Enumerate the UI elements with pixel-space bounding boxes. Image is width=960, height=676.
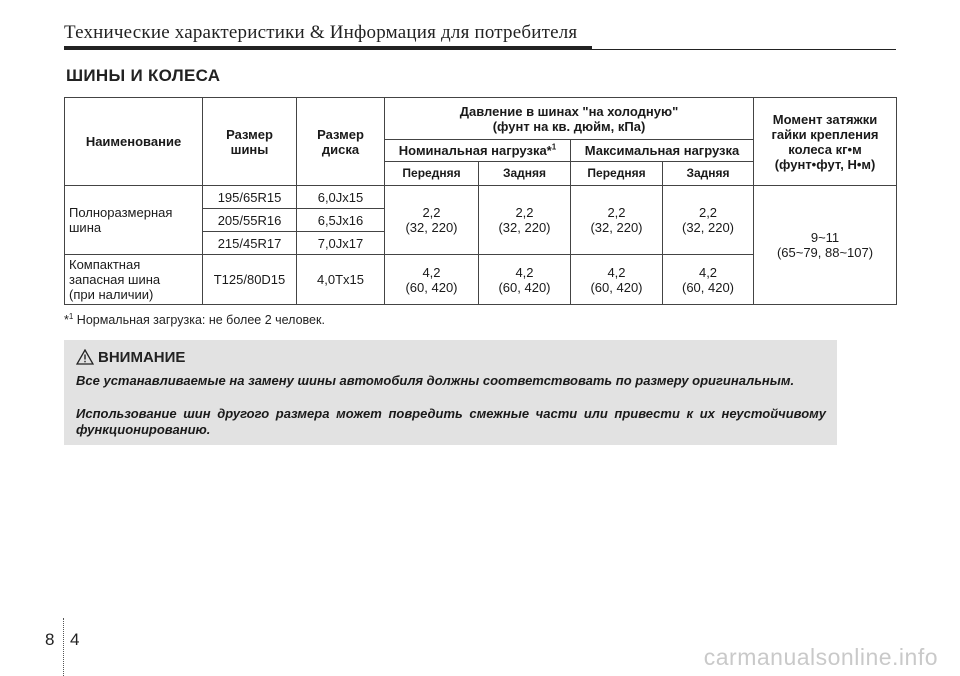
rim-size-cell: 7,0Jx17 (297, 232, 385, 255)
pressure-cell: 4,2 (60, 420) (571, 255, 663, 305)
header-rear-normal: Задняя (479, 162, 571, 186)
header-max-load: Максимальная нагрузка (571, 140, 754, 162)
pressure-cell: 4,2 (60, 420) (385, 255, 479, 305)
header-pressure: Давление в шинах "на холодную" (фунт на кв. дюйм, кПа) (385, 98, 754, 140)
page-number-left: 8 (45, 630, 55, 649)
header-rule-thin (592, 49, 896, 50)
rim-size-cell: 4,0Tx15 (297, 255, 385, 305)
page-number-divider (63, 618, 64, 676)
header-tire-size: Размер шины (203, 98, 297, 186)
warning-box (64, 340, 837, 445)
header-rear-max: Задняя (663, 162, 754, 186)
tire-size-cell: T125/80D15 (203, 255, 297, 305)
header-front-max: Передняя (571, 162, 663, 186)
tire-size-cell: 215/45R17 (203, 232, 297, 255)
pressure-cell: 4,2 (60, 420) (663, 255, 754, 305)
page-number-right: 4 (70, 630, 80, 649)
pressure-cell: 2,2 (32, 220) (385, 186, 479, 255)
tire-size-cell: 205/55R16 (203, 209, 297, 232)
pressure-cell: 2,2 (32, 220) (479, 186, 571, 255)
footnote: *$^1$ Нормальная загрузка: не более 2 человек. (64, 311, 325, 327)
torque-cell: 9~11 (65~79, 88~107) (754, 186, 897, 305)
header-rule-thick (64, 46, 592, 50)
compact-tire-name: Компактная запасная шина (при наличии) (65, 255, 203, 305)
pressure-cell: 2,2 (32, 220) (663, 186, 754, 255)
header-name: Наименование (65, 98, 203, 186)
watermark: carmanualsonline.info (703, 644, 938, 670)
warning-paragraph: Все устанавливаемые на замену шины автомобиля должны соответствовать по размеру оригинальным. (76, 373, 795, 388)
header-normal-load: Номинальная нагрузка*$^1$ (385, 140, 571, 162)
warning-title: ВНИМАНИЕ (76, 349, 185, 366)
warning-paragraph: Использование шин другого размера может повредить смежные части или привести к их неустойчивому функционированию. (76, 406, 826, 437)
pressure-cell: 2,2 (32, 220) (571, 186, 663, 255)
tire-size-cell: 195/65R15 (203, 186, 297, 209)
section-title: ШИНЫ И КОЛЕСА (66, 66, 221, 85)
rim-size-cell: 6,5Jx16 (297, 209, 385, 232)
pressure-cell: 4,2 (60, 420) (479, 255, 571, 305)
chapter-title: Технические характеристики & Информация для потребителя (64, 22, 578, 43)
header-torque: Момент затяжки гайки крепления колеса кг•м (фунт•фут, Н•м) (754, 98, 897, 186)
header-rim-size: Размер диска (297, 98, 385, 186)
header-front-normal: Передняя (385, 162, 479, 186)
warning-triangle-icon (76, 349, 98, 366)
full-tire-name: Полноразмерная шина (65, 186, 203, 255)
rim-size-cell: 6,0Jx15 (297, 186, 385, 209)
tire-spec-table (64, 97, 897, 305)
